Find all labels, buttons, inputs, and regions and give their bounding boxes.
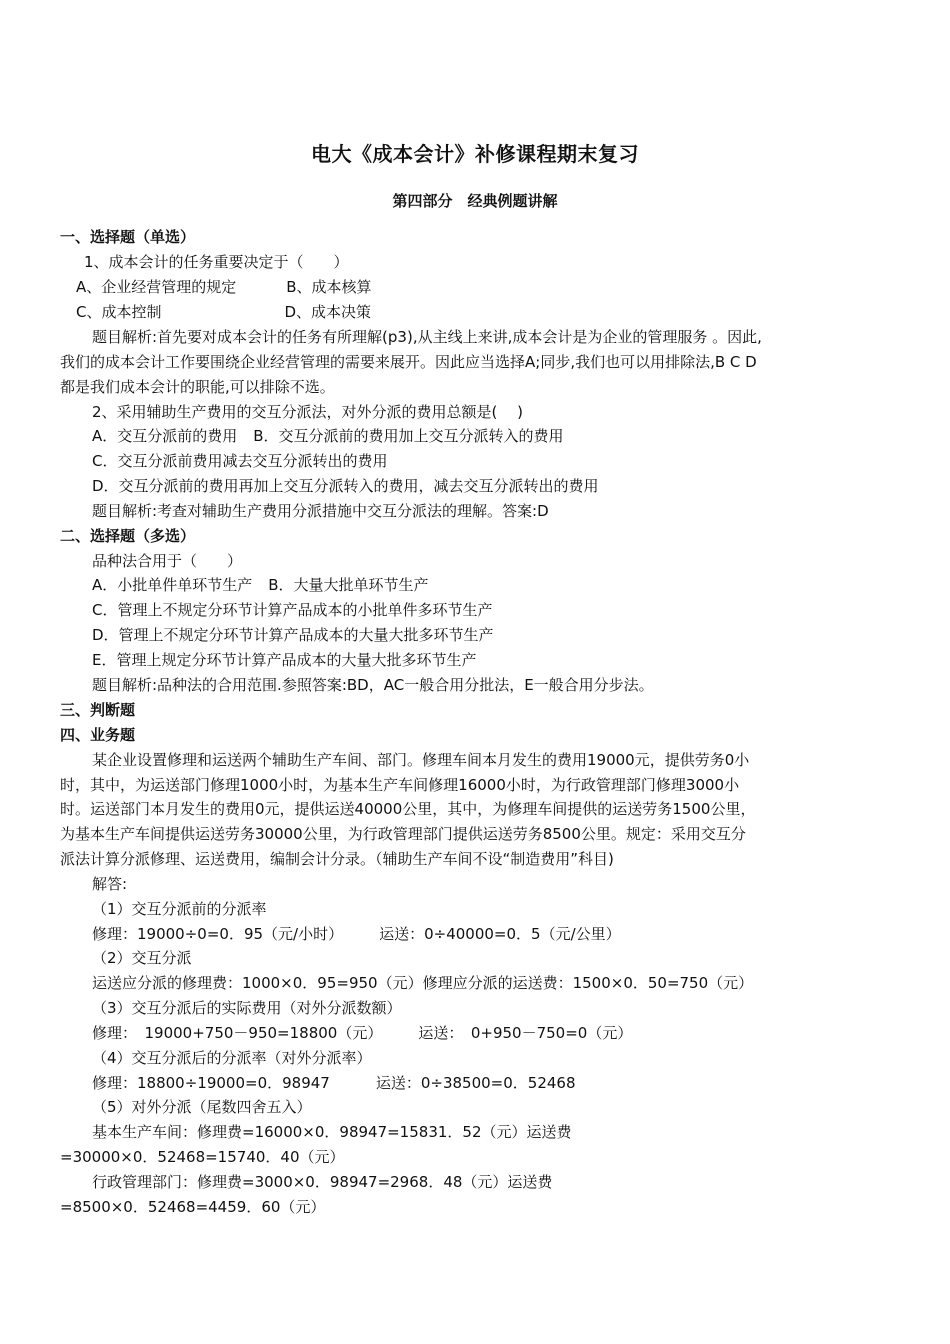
q3-options-row-1 xyxy=(92,573,924,598)
q1-option-b: B、成本核算 xyxy=(286,278,372,296)
q1-options-row-1 xyxy=(76,275,908,300)
step-5-admin-line-1: 行政管理部门：修理费=3000×0．98947=2968．48（元）运送费 xyxy=(92,1173,553,1191)
problem-line-2: 时，其中，为运送部门修理1000小时，为基本生产车间修理16000小时，为行政管理部门修理3000小 xyxy=(60,776,740,794)
section-subtitle: 第四部分 经典例题讲解 xyxy=(392,192,558,210)
step-4-heading: （4）交互分派后的分派率（对外分派率） xyxy=(92,1049,372,1067)
q1-analysis-line-1: 题目解析:首先要对成本会计的任务有所理解(p3),从主线上来讲,成本会计是为企业的管理服务 。因此, xyxy=(92,328,762,346)
step-5-basic-line-1: 基本生产车间：修理费=16000×0．98947=15831．52（元）运送费 xyxy=(92,1123,572,1141)
step-5-basic-line-2: =30000×0．52468=15740．40（元） xyxy=(60,1148,345,1166)
step-3-heading: （3）交互分派后的实际费用（对外分派数额） xyxy=(92,999,402,1017)
step-1-transport: 运送：0÷40000=0．5（元/公里） xyxy=(379,925,621,943)
q1-option-c: C、成本控制 xyxy=(76,303,162,321)
problem-line-5: 派法计算分派修理、运送费用，编制会计分录。（辅助生产车间不设“制造费用”科目) xyxy=(60,850,614,868)
step-3-transport: 运送： 0+950－750=0（元） xyxy=(418,1024,633,1042)
heading-true-false: 三、判断题 xyxy=(60,701,136,719)
heading-business-problem: 四、业务题 xyxy=(60,726,136,744)
q1-analysis-line-2: 我们的成本会计工作要围绕企业经营管理的需要来展开。因此应当选择A;同步,我们也可以用排除法,B C D xyxy=(60,353,757,371)
q2-options-row-1 xyxy=(92,424,924,449)
q1-option-a: A、企业经营管理的规定 xyxy=(76,278,237,296)
q2-option-c: C．交互分派前费用减去交互分派转出的费用 xyxy=(92,452,388,470)
step-4-repair: 修理：18800÷19000=0．98947 xyxy=(92,1074,330,1092)
step-3-repair: 修理： 19000+750－950=18800（元） xyxy=(92,1024,383,1042)
q2-option-b: B．交互分派前的费用加上交互分派转入的费用 xyxy=(253,427,564,445)
q1-options-row-2 xyxy=(76,300,908,325)
step-5-admin-line-2: =8500×0．52468=4459．60（元） xyxy=(60,1198,326,1216)
problem-line-1: 某企业设置修理和运送两个辅助生产车间、部门。修理车间本月发生的费用19000元，提供劳务0小 xyxy=(92,751,750,769)
step-4-rates xyxy=(92,1071,924,1096)
question-3: 品种法合用于（ ） xyxy=(92,552,243,570)
step-3-costs xyxy=(92,1021,924,1046)
q2-analysis: 题目解析:考查对辅助生产费用分派措施中交互分派法的理解。答案:D xyxy=(92,502,549,520)
q3-option-d: D．管理上不规定分环节计算产品成本的大量大批多环节生产 xyxy=(92,626,494,644)
q3-option-a: A．小批单件单环节生产 xyxy=(92,576,253,594)
q3-option-b: B．大量大批单环节生产 xyxy=(268,576,429,594)
step-2-line: 运送应分派的修理费：1000×0．95=950（元）修理应分派的运送费：1500×0．50=750（元） xyxy=(92,974,754,992)
page-title: 电大《成本会计》补修课程期末复习 xyxy=(311,142,639,166)
heading-single-choice: 一、选择题（单选） xyxy=(60,228,196,246)
q1-option-d: D、成本决策 xyxy=(284,303,372,321)
problem-line-3: 时。运送部门本月发生的费用0元，提供运送40000公里，其中，为修理车间提供的运送劳务1500公里， xyxy=(60,800,756,818)
answer-label: 解答: xyxy=(92,875,128,893)
step-1-repair: 修理：19000÷0=0．95（元/小时） xyxy=(92,925,344,943)
q2-option-d: D．交互分派前的费用再加上交互分派转入的费用，减去交互分派转出的费用 xyxy=(92,477,599,495)
q3-option-c: C．管理上不规定分环节计算产品成本的小批单件多环节生产 xyxy=(92,601,493,619)
q3-option-e: E．管理上规定分环节计算产品成本的大量大批多环节生产 xyxy=(92,651,477,669)
q2-option-a: A．交互分派前的费用 xyxy=(92,427,238,445)
question-2: 2、采用辅助生产费用的交互分派法，对外分派的费用总额是( ) xyxy=(92,403,524,421)
step-2-heading: （2）交互分派 xyxy=(92,949,192,967)
step-5-heading: （5）对外分派（尾数四舍五入） xyxy=(92,1098,312,1116)
step-1-rates xyxy=(92,922,924,947)
problem-line-4: 为基本生产车间提供运送劳务30000公里，为行政管理部门提供运送劳务8500公里。规定：采用交互分 xyxy=(60,825,746,843)
q1-analysis-line-3: 都是我们成本会计的职能,可以排除不选。 xyxy=(60,378,335,396)
step-1-heading: （1）交互分派前的分派率 xyxy=(92,900,267,918)
heading-multiple-choice: 二、选择题（多选） xyxy=(60,527,196,545)
q3-analysis: 题目解析:品种法的合用范围.参照答案:BD，AC一般合用分批法，E一般合用分步法。 xyxy=(92,676,654,694)
question-1: 1、成本会计的任务重要决定于（ ） xyxy=(84,253,349,271)
step-4-transport: 运送：0÷38500=0．52468 xyxy=(375,1074,576,1092)
